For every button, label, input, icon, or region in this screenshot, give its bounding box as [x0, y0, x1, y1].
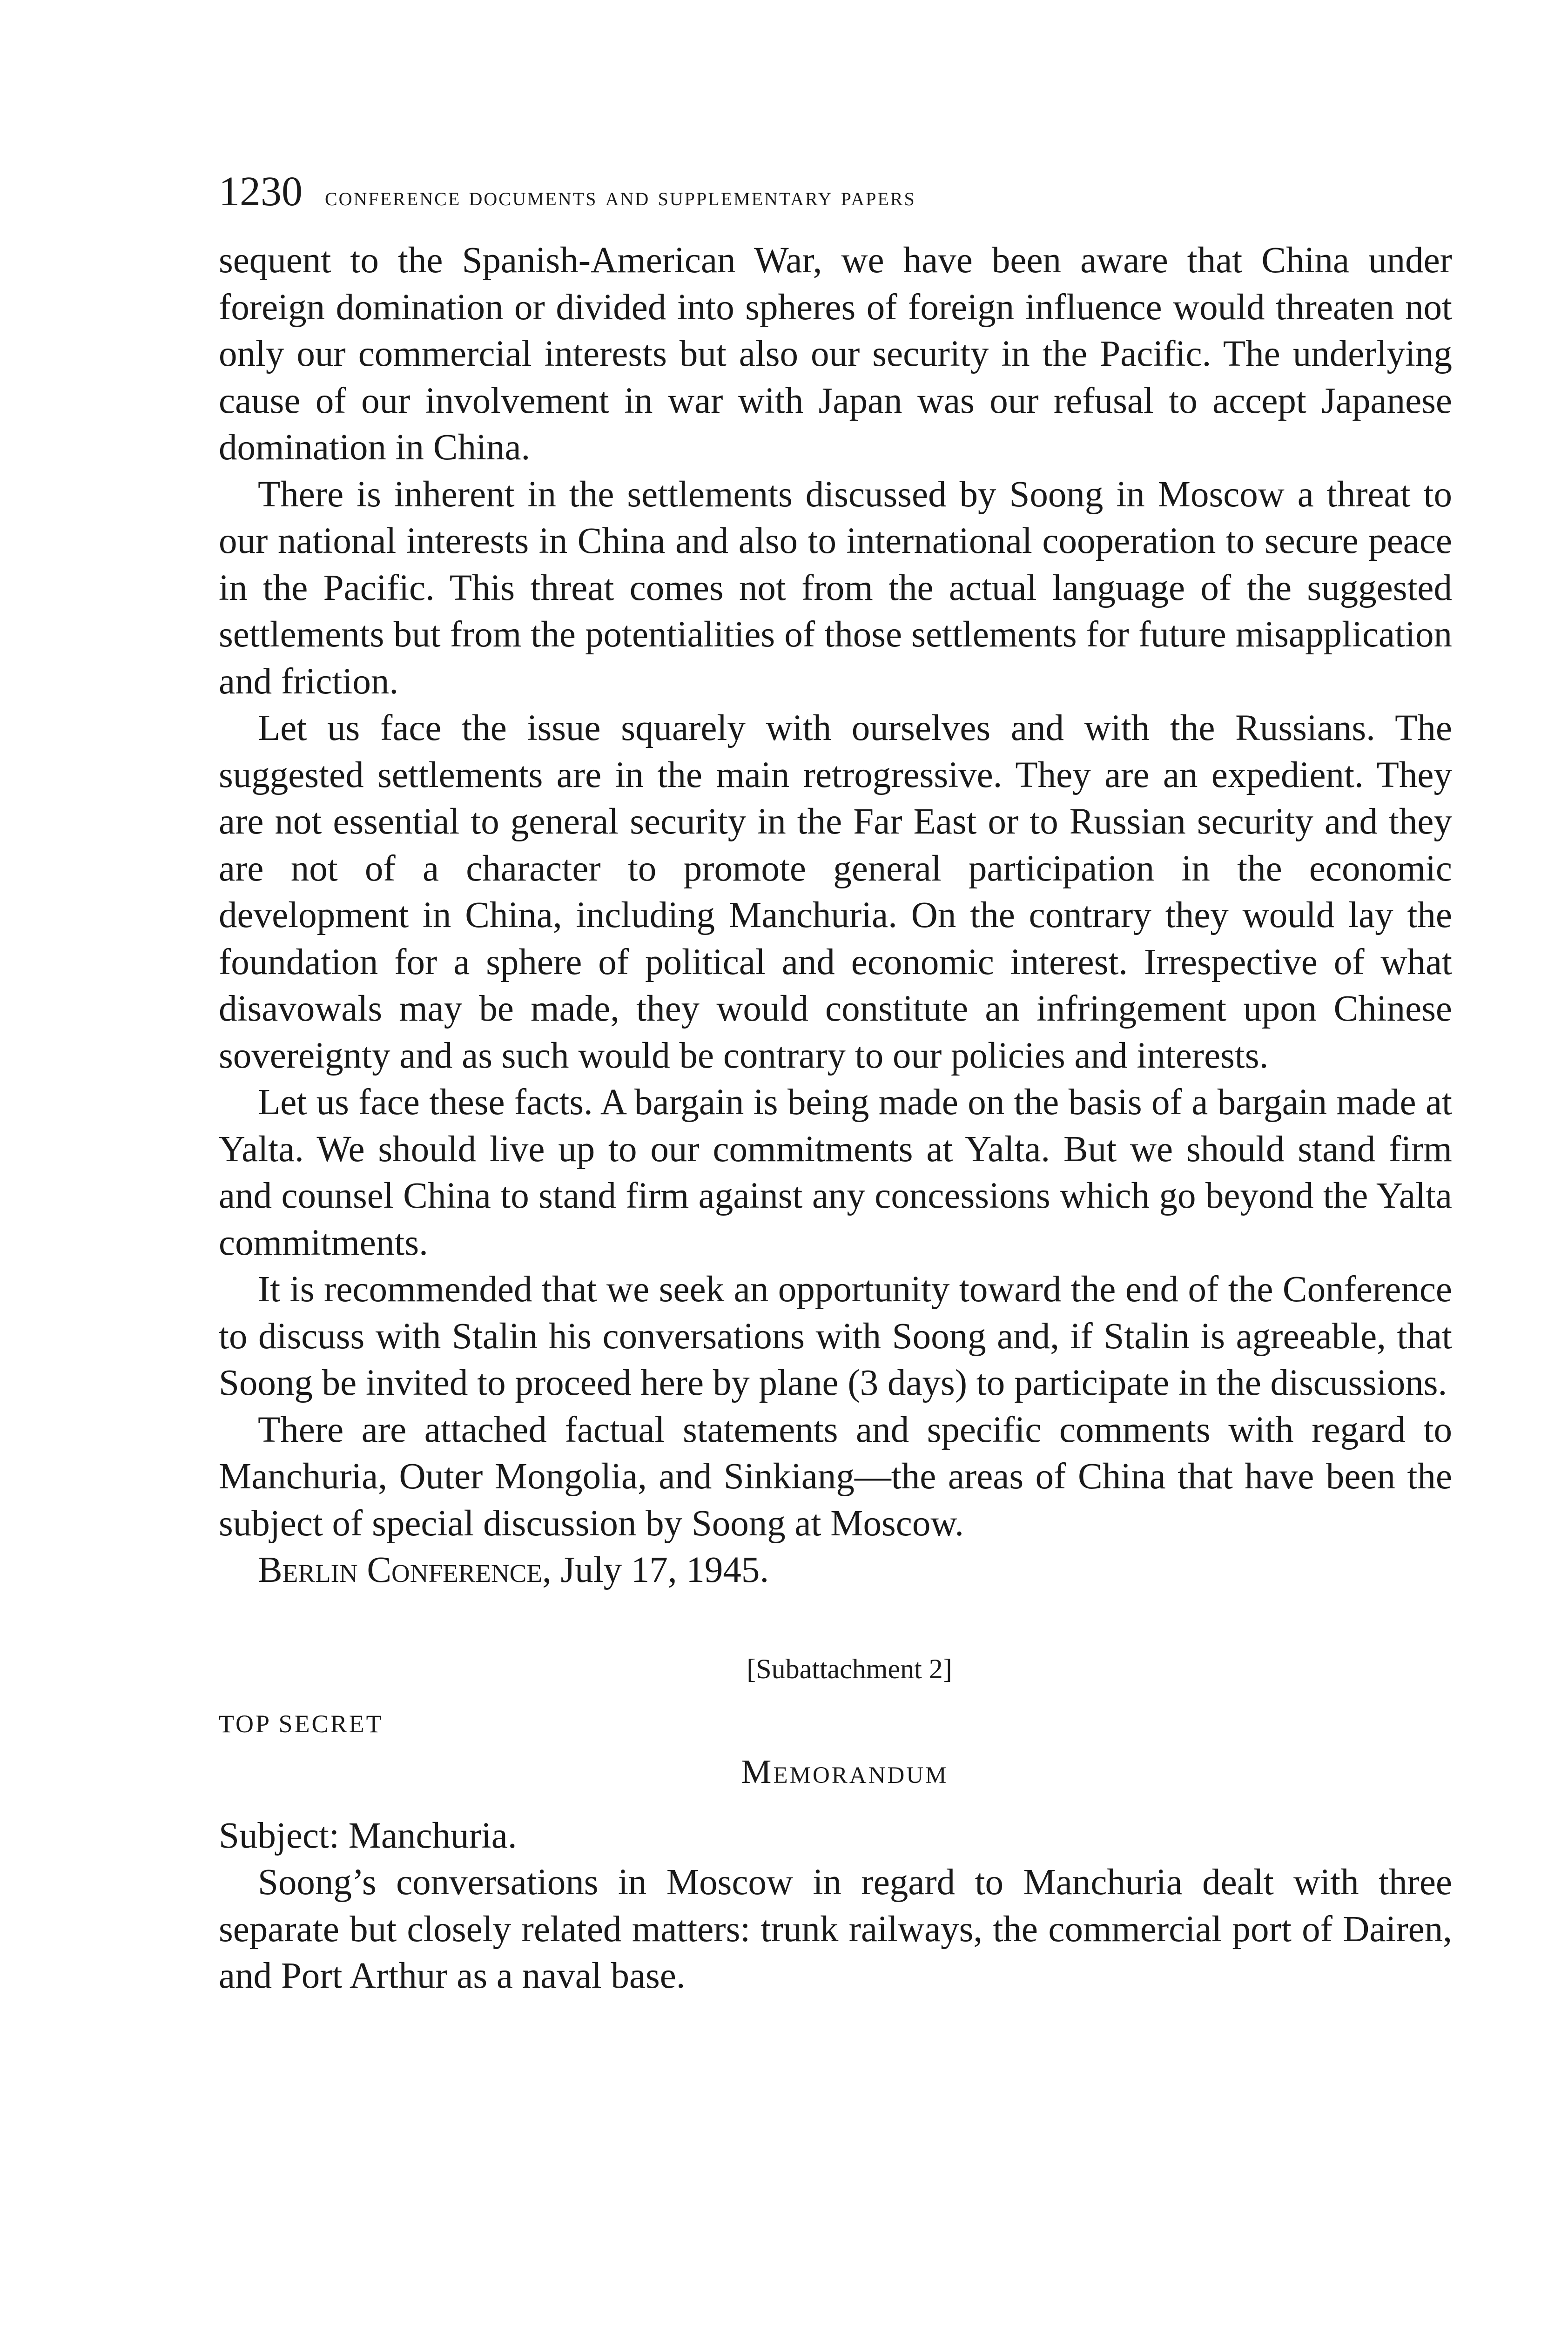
paragraph: There are attached factual statements and specific comments with regard to Manchuria, Outer Mongolia, and Sinkiang—the areas of China that have been the subject of special discussion by Soong at Moscow.: [219, 1409, 1452, 1544]
paragraph: It is recommended that we seek an opportunity toward the end of the Conference to discuss with Stalin his conversations with Soong and, if Stalin is agreeable, that Soong be invited to proceed here by plane (3 days) to participate in the discussions.: [219, 1269, 1452, 1403]
document-page: [219, 168, 1452, 2000]
memo-title: Memorandum: [741, 1753, 949, 1790]
signature-place: Berlin Conference,: [258, 1550, 552, 1590]
page-header: [219, 168, 1452, 223]
memo-paragraph: Soong’s conversations in Moscow in regard to Manchuria dealt with three separate but closely related matters: trunk railways, the commercial port of Dairen, and Port Arthur as a naval base.: [219, 1862, 1452, 1996]
paragraph: Let us face the issue squarely with ourselves and with the Russians. The suggested settlements are in the main retrogressive. They are an expedient. They are not essential to general security in the Far East or to Russian security and they are not of a character to promote general participation in the economic development in China, including Manchuria. On the contrary they would lay the foundation for a sphere of political and economic interest. Irrespective of what disavowals may be made, they would constitute an infringement upon Chinese sovereignty and as such would be contrary to our policies and interests.: [219, 708, 1452, 1076]
paragraph: There is inherent in the settlements discussed by Soong in Moscow a threat to our national interests in China and also to international cooperation to secure peace in the Pacific. This threat comes not from the actual language of the suggested settlements but from the potentialities of those settlements for future misapplication and friction.: [219, 474, 1452, 702]
page-number: 1230: [219, 168, 303, 215]
paragraph: Let us face these facts. A bargain is being made on the basis of a bargain made at Yalta. We should live up to our commitments at Yalta. But we should stand firm and counsel China to stand firm against any concessions which go beyond the Yalta commitments.: [219, 1082, 1452, 1263]
running-head: conference documents and supplementary papers: [325, 182, 916, 211]
signature-line: [219, 1547, 1452, 1594]
body-text: [219, 223, 1452, 1547]
memo-subject: Subject: Manchuria.: [219, 1816, 517, 1856]
signature-date: July 17, 1945.: [560, 1550, 769, 1590]
paragraph: sequent to the Spanish-American War, we have been aware that China under foreign domination or divided into spheres of foreign influence would threaten not only our commercial interests but also our security in the Pacific. The underlying cause of our involvement in war with Japan was our refusal to accept Japanese domination in China.: [219, 240, 1452, 468]
classification-marking: TOP SECRET: [219, 1710, 384, 1738]
subattachment-label: [Subattachment 2]: [747, 1654, 952, 1684]
